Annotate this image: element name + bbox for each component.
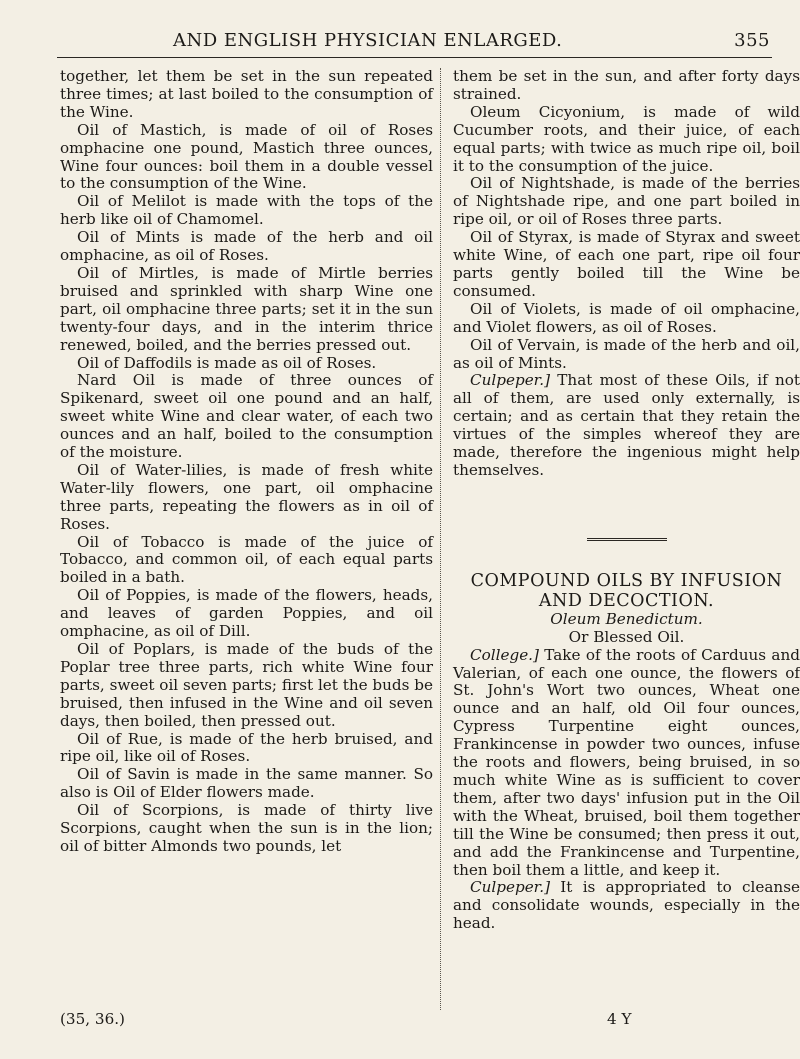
running-title: AND ENGLISH PHYSICIAN ENLARGED. — [173, 30, 563, 51]
header-rule — [57, 57, 772, 58]
paragraph: Oil of Vervain, is made of the herb and oil, as oil of Mints. — [453, 335, 800, 372]
paragraph: them be set in the sun, and after forty days strained. — [453, 67, 800, 103]
paragraph: Oil of Mirtles, is made of Mirtle berries bruised and sprinkled with sharp Wine one part, oil omphacine three parts; set it in the sun twenty-four days, and in the interim thrice renewed, boiled, and the berries pressed out. — [60, 263, 433, 354]
paragraph: Oil of Scorpions, is made of thirty live Scorpions, caught when the sun is in the lion; oil of bitter Almonds two pounds, let — [60, 801, 433, 855]
right-column — [453, 68, 800, 933]
paragraph: Oleum Cicyonium, is made of wild Cucumber roots, and their juice, of each equal parts; with twice as much ripe oil, boil it to the consumption of the juice. — [453, 102, 800, 175]
paragraph-text: That most of these Oils, if not all of them, are used only externally, is certain; and as certain that they retain the virtues of the simples whereof they are made, therefore the ingenious might help themselves. — [453, 371, 800, 479]
paragraph: Oil of Savin is made in the same manner. So also is Oil of Elder flowers made. — [60, 765, 433, 802]
paragraph-text: It is appropriated to cleanse and consolidate wounds, especially in the head. — [453, 878, 800, 933]
paragraph: Oil of Styrax, is made of Styrax and sweet white Wine, of each one part, ripe oil four parts gently boiled till the Wine be consumed. — [453, 228, 800, 300]
paragraph: Oil of Daffodils is made as oil of Roses. — [77, 353, 377, 372]
section-heading: COMPOUND OILS BY INFUSION AND DECOCTION. — [470, 570, 783, 611]
recipe-subtitle: Or Blessed Oil. — [568, 627, 685, 646]
paragraph: together, let them be set in the sun repeated three times; at last boiled to the consumption of the Wine. — [60, 67, 433, 121]
annotator-label: Culpeper.] — [470, 371, 551, 390]
paragraph — [453, 879, 800, 933]
paragraph: Oil of Melilot is made with the tops of the herb like oil of Chamomel. — [60, 192, 433, 229]
left-column — [60, 68, 433, 856]
paragraph: Oil of Violets, is made of oil omphacine, and Violet flowers, as oil of Roses. — [453, 299, 800, 336]
paragraph: Oil of Mastich, is made of oil of Roses omphacine one pound, Mastich three ounces, Wine four ounces: boil them in a double vessel to the consumption of the Wine. — [60, 120, 433, 193]
paragraph: Oil of Tobacco is made of the juice of Tobacco, and common oil, of each equal parts boiled in a bath. — [60, 532, 433, 587]
paragraph-text: Take of the roots of Carduus and Valerian, of each one ounce, the flowers of St. John's Wort two ounces, Wheat one ounce and an half, old Oil four ounces, Cypress Turpentine eight ounces, Frankincense in powder two ounces, infuse the roots and flowers, being bruised, in so much white Wine as is sufficient to cover them, after two days' infusion put in the Oil with the Wheat, bruised, boil them together till the Wine be consumed; then press it out, and add the Frankincense and Turpentine, then boil them a little, and keep it. — [453, 645, 800, 879]
paragraph: Oil of Mints is made of the herb and oil omphacine, as oil of Roses. — [60, 228, 433, 265]
annotator-label: College.] — [470, 645, 539, 664]
footer-reference: (35, 36.) — [60, 1010, 125, 1028]
paragraph: Oil of Water-lilies, is made of fresh white Water-lily flowers, one part, oil omphacine three parts, repeating the flowers as in oil of Roses. — [60, 460, 433, 533]
paragraph: Oil of Rue, is made of the herb bruised, and ripe oil, like oil of Roses. — [60, 729, 433, 766]
paragraph — [453, 372, 800, 479]
paragraph — [453, 647, 800, 880]
page-number: 355 — [734, 30, 770, 51]
paragraph: Nard Oil is made of three ounces of Spikenard, sweet oil one pound and an half, sweet white Wine and clear water, of each two ounces and an half, boiled to the consumption of the moisture. — [60, 371, 433, 462]
annotator-label: Culpeper.] — [470, 878, 551, 897]
signature-mark: 4 Y — [607, 1010, 632, 1028]
running-header — [58, 30, 770, 52]
section-rule — [587, 538, 667, 541]
recipe-title: Oleum Benedictum. — [550, 609, 703, 628]
paragraph: Oil of Poplars, is made of the buds of the Poplar tree three parts, rich white Wine four parts, sweet oil seven parts; first let the buds be bruised, then infused in the Wine and oil seven days, then boiled, then pressed out. — [60, 640, 433, 730]
paragraph: Oil of Nightshade, is made of the berries of Nightshade ripe, and one part boiled in ripe oil, or oil of Roses three parts. — [453, 174, 800, 229]
paragraph: Oil of Poppies, is made of the flowers, heads, and leaves of garden Poppies, and oil omphacine, as oil of Dill. — [60, 586, 433, 641]
column-divider — [440, 68, 441, 1010]
